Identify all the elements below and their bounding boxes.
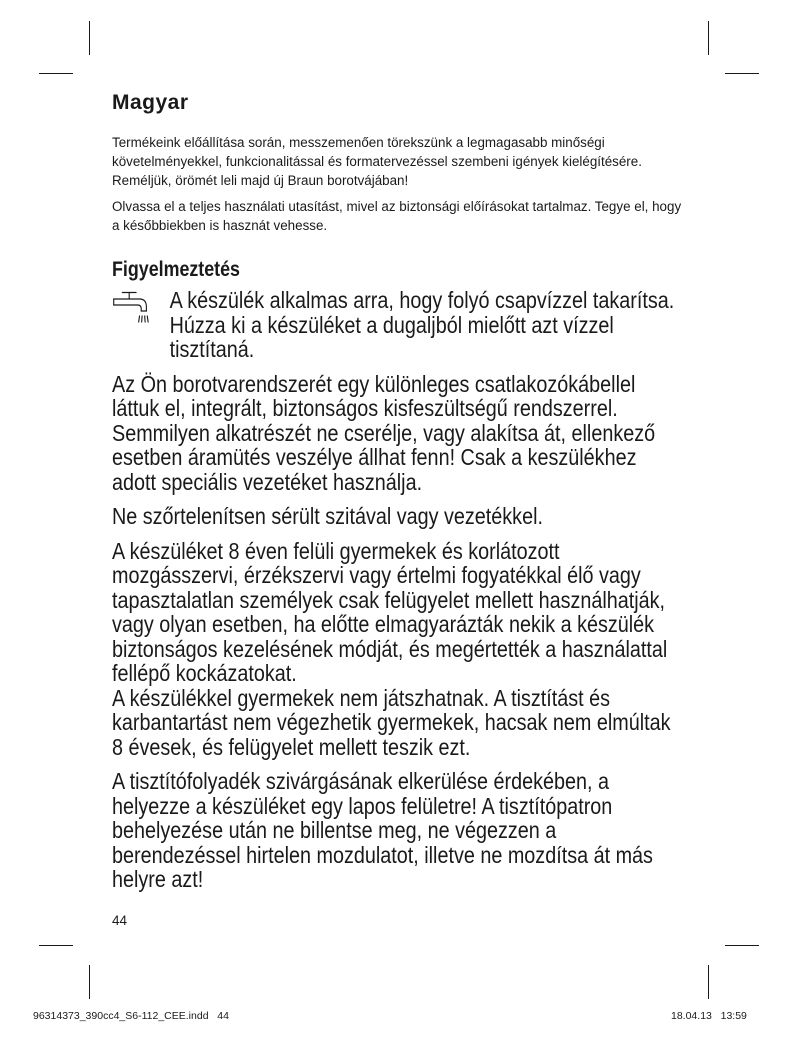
- crop-mark-bottom-left-horizontal: [39, 945, 73, 946]
- warning-paragraph-cable: Az Ön borotvarendszerét egy különleges csatlakozókábellel láttuk el, integrált, biztonságos kisfeszültségű rendszerrel. Semmilyen alkatrészét ne cserélje, vagy alakítsa át, ellenkező esetben áramütés veszélye állhat fenn! Csak a keszülékhez adott speciális vezetéket használja.: [112, 370, 656, 495]
- warning-section-body: [112, 288, 681, 902]
- warning-section-title: Figyelmeztetés: [112, 258, 240, 281]
- warning-paragraph-running-water: A készülék alkalmas arra, hogy folyó csapvízzel takarítsa. Húzza ki a készüléket a dugaljból mielőtt azt vízzel tisztítaná.: [169, 287, 675, 362]
- print-slug-date: 18.04.13 13:59: [671, 1010, 747, 1022]
- intro-paragraph: Termékeink előállítása során, messzemenően törekszünk a legmagasabb minőségi követelményekkel, funkcionalitással és formatervezéssel szembeni igények kielégítésére. Reméljük, örömét leli majd új Braun borotvájában!: [112, 135, 642, 188]
- instructions-note: Olvassa el a teljes használati utasítást, mivel az biztonsági előírásokat tartalmaz. Tegye el, hogy a későbbiekben is hasznát vehesse.: [112, 199, 682, 233]
- warning-paragraph-children-supervision: A készüléket 8 éven felüli gyermekek és korlátozott mozgásszervi, érzékszervi vagy értelmi fogyatékkal élő vagy tapasztalatlan személyek csak felügyelet mellett használhatják, vagy olyan esetben, ha előtte elmagyarázták nekik a készülék biztonságos kezelésének módját, és megértették a használattal fellépő kockázatokat.: [112, 537, 668, 686]
- faucet-warning: [112, 288, 681, 362]
- warning-paragraph-children-play: A készülékkel gyermekek nem játszhatnak. A tisztítást és karbantartást nem végezhetik gyermekek, hacsak nem elmúltak 8 évesek, és felügyelet mellett teszik ezt.: [112, 684, 671, 760]
- crop-mark-top-left-horizontal: [39, 73, 73, 74]
- print-slug-filename: 96314373_390cc4_S6-112_CEE.indd 44: [33, 1010, 229, 1022]
- warning-paragraph-cleaning-fluid: A tisztítófolyadék szivárgásának elkerülése érdekében, a helyezze a készüléket egy lapos felületre! A tisztítópatron behelyezése után ne billentse meg, ne végezzen a berendezéssel hirtelen mozdulatot, illetve ne mozdítsa át más helyre azt!: [112, 768, 653, 892]
- crop-mark-bottom-right-vertical: [708, 965, 709, 999]
- crop-mark-bottom-right-horizontal: [725, 945, 759, 946]
- crop-mark-top-right-vertical: [708, 21, 709, 55]
- faucet-icon: [112, 291, 155, 333]
- language-heading: Magyar: [112, 91, 189, 114]
- page-number: 44: [112, 913, 128, 928]
- crop-mark-bottom-left-vertical: [89, 965, 90, 999]
- crop-mark-top-left-vertical: [89, 21, 90, 55]
- crop-mark-top-right-horizontal: [725, 73, 759, 74]
- warning-paragraph-damaged-foil: Ne szőrtelenítsen sérült szitával vagy vezetékkel.: [112, 503, 543, 529]
